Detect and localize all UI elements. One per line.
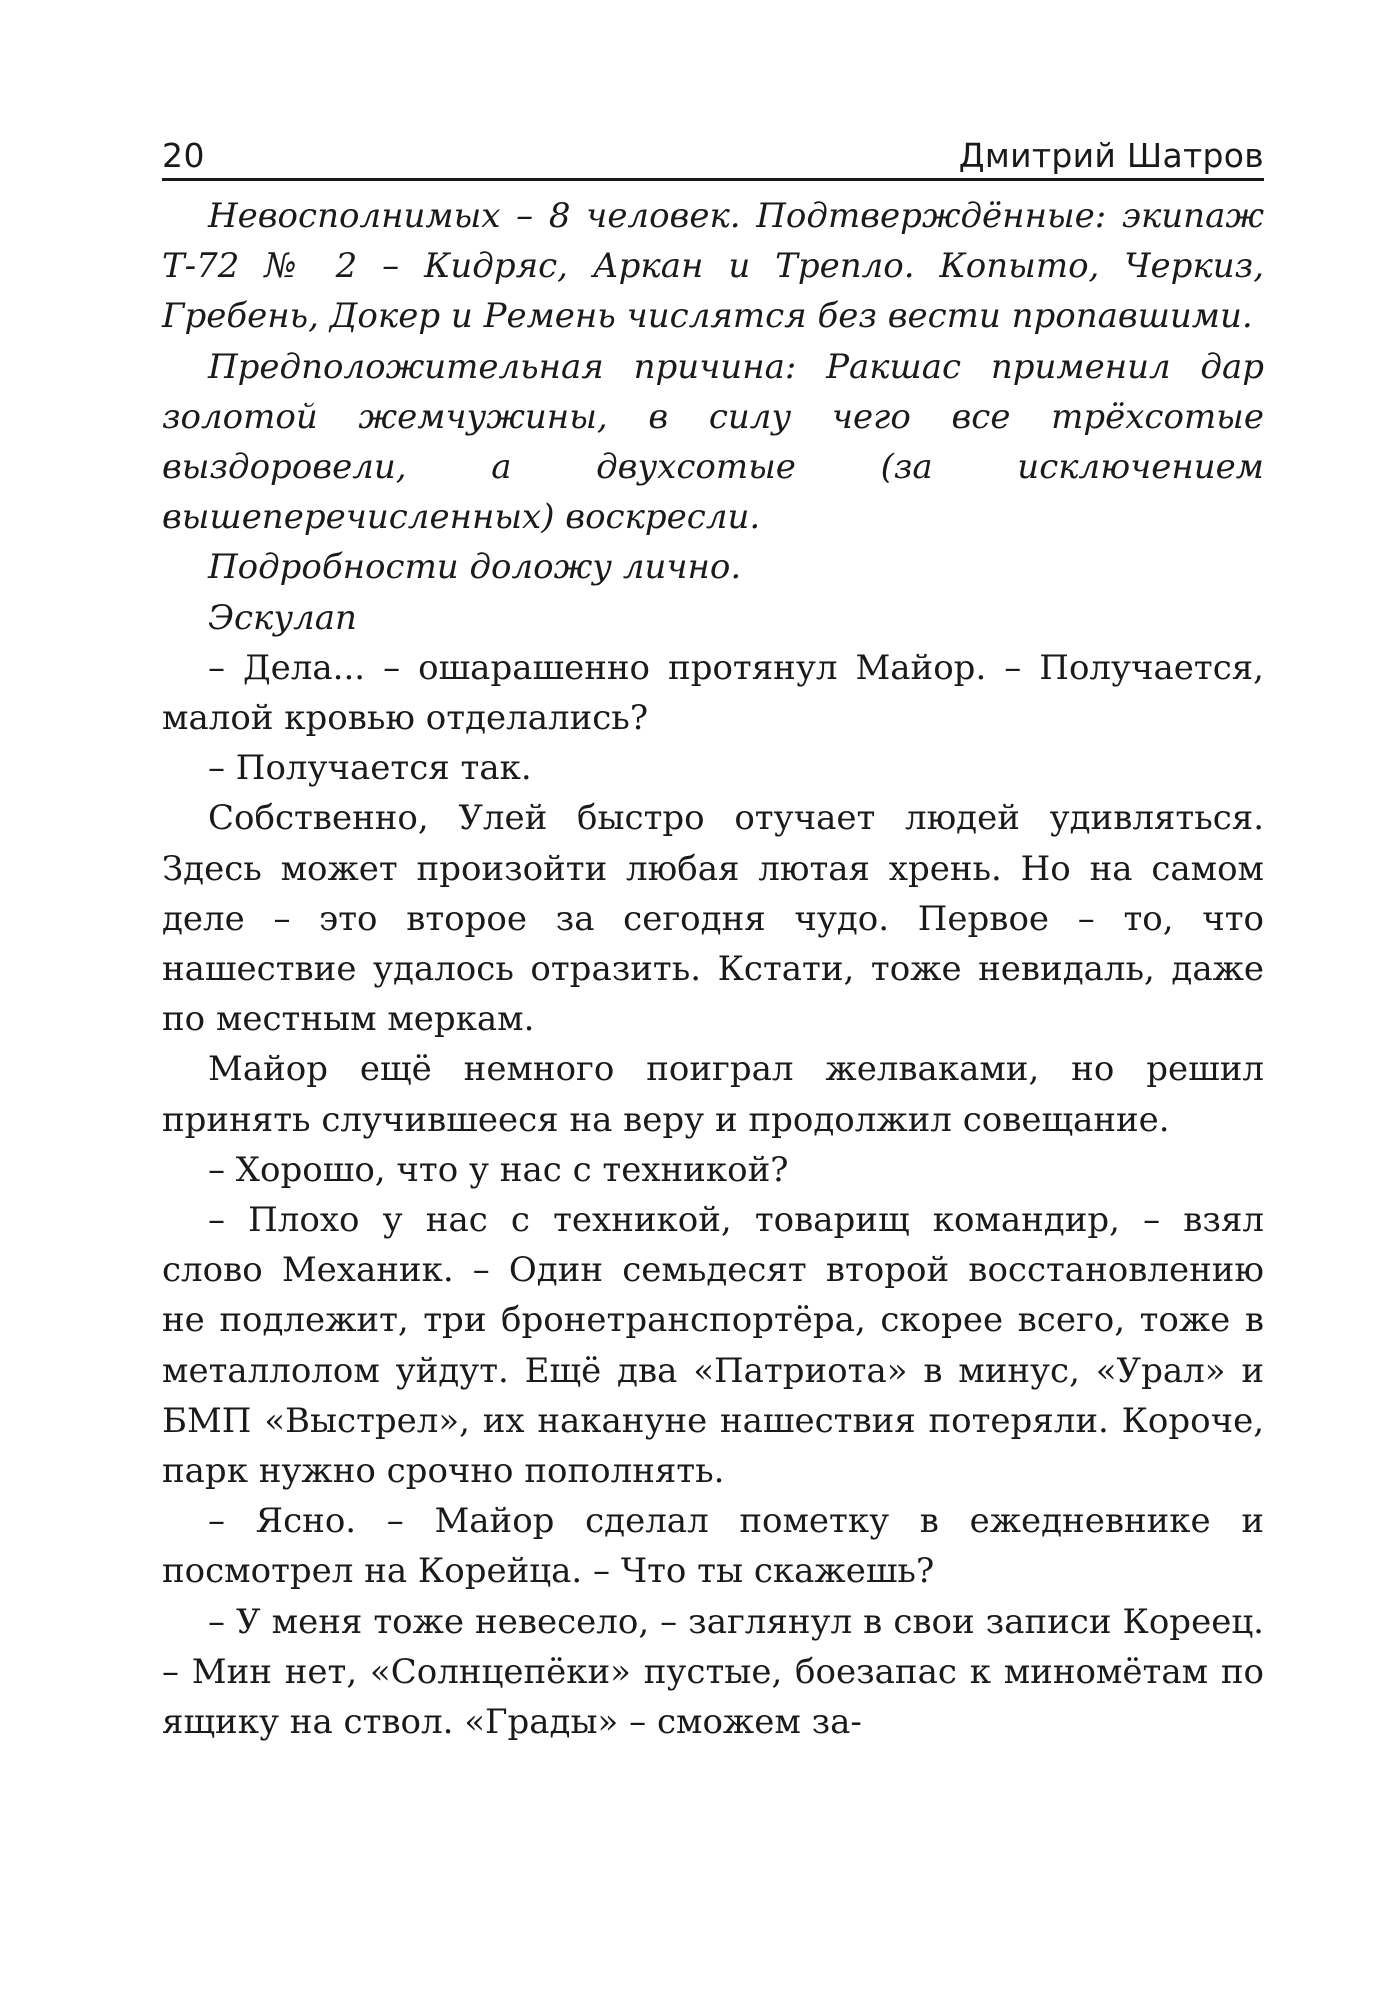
page-number: 20 [162,136,205,175]
paragraph: Собственно, Улей быстро отучает людей удивляться. Здесь может произойти любая лютая хрень. Но на самом деле – это второе за сегодня чудо. Первое – то, что нашествие удалось отразить. Кстати, тоже невидаль, даже по местным меркам. [162,798,1264,1040]
running-head [162,128,1264,181]
body-text [162,191,1264,1747]
book-page [162,128,1264,1747]
paragraph: – Получается так. [208,748,532,789]
paragraph: – Дела... – ошарашенно протянул Майор. – Получается, малой кровью отделались? [162,647,1264,739]
paragraph: – Хорошо, что у нас с техникой? [208,1149,789,1190]
paragraph: Эскулап [208,597,357,638]
paragraph: – Ясно. – Майор сделал пометку в ежедневнике и посмотрел на Корейца. – Что ты скажешь? [162,1501,1264,1592]
paragraph: Предположительная причина: Ракшас применил дар золотой жемчужины, в силу чего все трёхсотые выздоровели, а двухсотые (за исключением вышеперечисленных) воскресли. [162,346,1264,538]
paragraph: – Плохо у нас с техникой, товарищ командир, – взял слово Механик. – Один семьдесят второй восстановлению не подлежит, три бронетранспортёра, скорее всего, тоже в металлолом уйдут. Ещё два «Патриота» в минус, «Урал» и БМП «Выстрел», их накануне нашествия потеряли. Короче, парк нужно срочно пополнять. [162,1200,1264,1492]
paragraph: Подробности доложу лично. [208,547,742,588]
paragraph: – У меня тоже невесело, – заглянул в свои записи Кореец. – Мин нет, «Солнцепёки» пустые, боезапас к миномётам по ящику на ствол. «Грады» – сможем за- [162,1601,1264,1743]
author-name: Дмитрий Шатров [958,136,1264,175]
paragraph: Майор ещё немного поиграл желваками, но решил принять случившееся на веру и продолжил совещание. [162,1049,1264,1140]
paragraph: Невосполнимых – 8 человек. Подтверждённые: экипаж Т-72 № 2 – Кидряс, Аркан и Трепло. Копыто, Черкиз, Гребень, Докер и Ремень числятся без вести пропавшими. [162,196,1264,337]
